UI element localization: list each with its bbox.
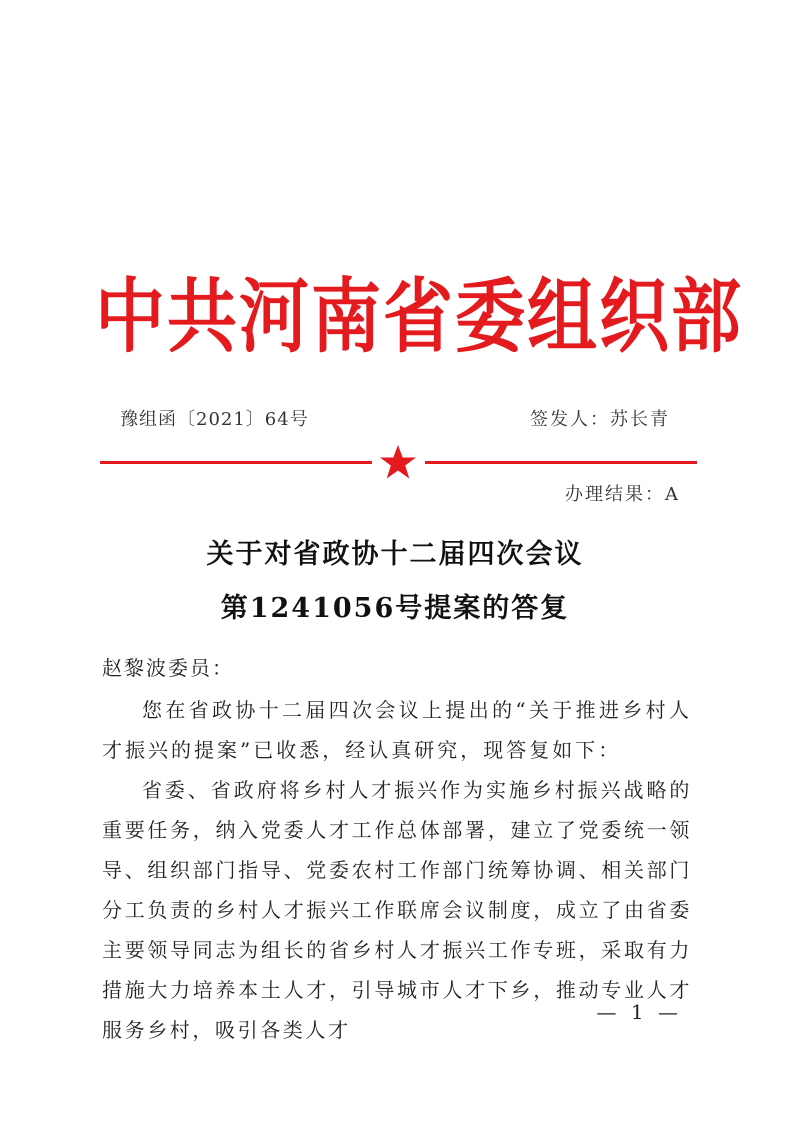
body-paragraph: 省委、省政府将乡村人才振兴作为实施乡村振兴战略的重要任务，纳入党委人才工作总体部署，建立了党委统一领导、组织部门指导、党委农村工作部门统筹协调、相关部门分工负责的乡村人才振兴工作联席会议制度，成立了由省委主要领导同志为组长的省乡村人才振兴工作专班，采取有力措施大力培养本土人才，引导城市人才下乡，推动专业人才服务乡村，吸引各类人才 <box>102 778 692 1042</box>
page-number: — 1 — <box>596 1000 682 1024</box>
body-paragraph: 您在省政协十二届四次会议上提出的“关于推进乡村人才振兴的提案”已收悉，经认真研究，现答复如下： <box>102 698 692 762</box>
document-title-line-2: 第1241056号提案的答复 <box>220 593 570 624</box>
red-divider-left <box>100 461 372 464</box>
document-title-line-1: 关于对省政协十二届四次会议 <box>206 539 584 570</box>
document-number: 豫组函〔2021〕64号 <box>120 409 309 430</box>
star-icon <box>378 444 418 480</box>
salutation: 赵黎波委员： <box>102 656 234 680</box>
signer: 签发人：苏长青 <box>530 409 670 430</box>
org-header-title: 中共河南省委组织部 <box>95 269 743 365</box>
processing-result: 办理结果：A <box>565 484 680 505</box>
body-text <box>102 690 692 1050</box>
red-divider-right <box>425 461 697 464</box>
